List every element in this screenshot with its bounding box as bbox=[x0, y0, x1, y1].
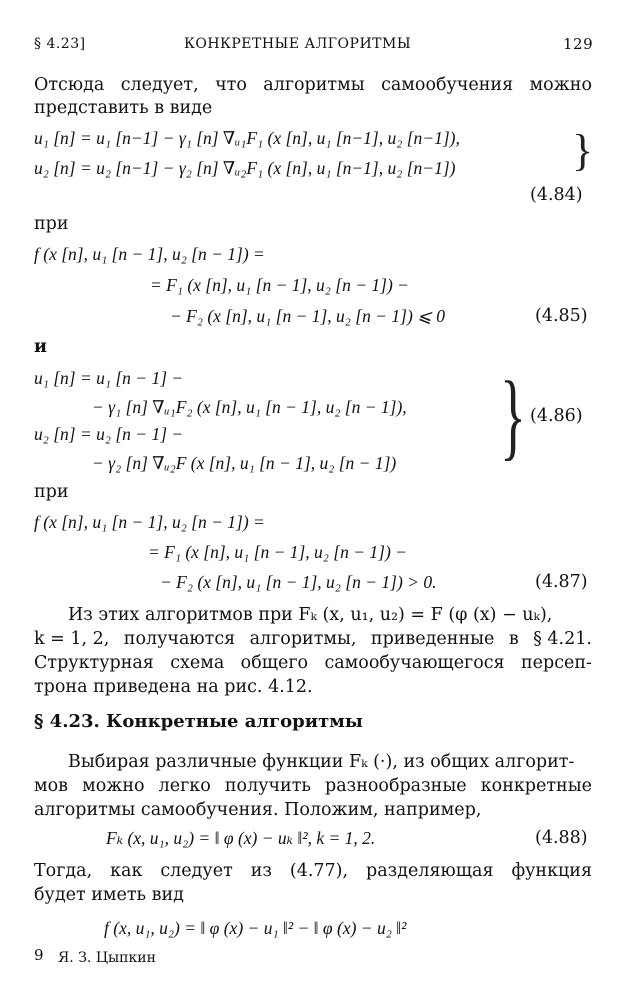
para1-line-3: Структурная схема общего самообучающегося персеп- bbox=[34, 653, 592, 673]
eq86-right-brace: } bbox=[500, 362, 526, 470]
intro-line-1: Отсюда следует, что алгоритмы самообучения можно bbox=[34, 75, 592, 95]
para1-line-1: Из этих алгоритмов при Fₖ (x, u₁, u₂) = F (φ (x) − uₖ), bbox=[68, 605, 553, 625]
eq85-line-3: − F₂ (x [n], u₁ [n − 1], u₂ [n − 1]) ⩽ 0 bbox=[170, 306, 445, 326]
final-formula: f (x, u₁, u₂) = ‖ φ (x) − u₁ ‖² − ‖ φ (x) − u₂ ‖² bbox=[104, 918, 407, 938]
eq87-line-1: f (x [n], u₁ [n − 1], u₂ [n − 1]) = bbox=[34, 512, 265, 532]
eq84-number: (4.84) bbox=[530, 185, 583, 205]
word-and: и bbox=[34, 337, 47, 357]
eq87-line-3: − F₂ (x [n], u₁ [n − 1], u₂ [n − 1]) > 0. bbox=[160, 572, 437, 592]
intro-line-2: представить в виде bbox=[34, 98, 213, 118]
eq87-line-2: = F₁ (x [n], u₁ [n − 1], u₂ [n − 1]) − bbox=[148, 542, 407, 562]
eq84-right-brace: } bbox=[572, 126, 594, 175]
eq85-line-1: f (x [n], u₁ [n − 1], u₂ [n − 1]) = bbox=[34, 244, 265, 264]
para1-line-4: трона приведена на рис. 4.12. bbox=[34, 677, 313, 697]
eq85-line-2: = F₁ (x [n], u₁ [n − 1], u₂ [n − 1]) − bbox=[150, 275, 409, 295]
eq87-number: (4.87) bbox=[535, 572, 588, 592]
eq88-formula: Fₖ (x, u₁, u₂) = ‖ φ (x) − uₖ ‖², k = 1, 2. bbox=[106, 828, 376, 848]
eq88-number: (4.88) bbox=[535, 828, 588, 848]
eq85-number: (4.85) bbox=[535, 306, 588, 326]
word-pri-1: при bbox=[34, 214, 69, 234]
eq86-line-4: − γ₂ [n] ∇ᵤ₂F (x [n], u₁ [n − 1], u₂ [n − 1]) bbox=[92, 453, 397, 473]
para3-line-2: будет иметь вид bbox=[34, 885, 184, 905]
word-pri-2: при bbox=[34, 482, 69, 502]
footer-author: Я. З. Цыпкин bbox=[58, 950, 156, 966]
section-heading: § 4.23. Конкретные алгоритмы bbox=[34, 711, 363, 732]
para2-line-3: алгоритмы самообучения. Положим, например, bbox=[34, 800, 482, 820]
eq86-line-1: u₁ [n] = u₁ [n − 1] − bbox=[34, 368, 184, 388]
para2-line-1: Выбирая различные функции Fₖ (·), из общих алгорит- bbox=[68, 752, 575, 772]
footer-signature-number: 9 bbox=[34, 946, 44, 964]
header-page-number: 129 bbox=[563, 35, 594, 53]
para2-line-2: мов можно легко получить разнообразные конкретные bbox=[34, 776, 592, 796]
eq84-line-1: u₁ [n] = u₁ [n−1] − γ₁ [n] ∇ᵤ₁F₁ (x [n], u₁ [n−1], u₂ [n−1]), bbox=[34, 128, 460, 148]
eq86-line-3: u₂ [n] = u₂ [n − 1] − bbox=[34, 424, 184, 444]
eq86-line-2: − γ₁ [n] ∇ᵤ₁F₂ (x [n], u₁ [n − 1], u₂ [n − 1]), bbox=[92, 397, 407, 417]
eq86-number: (4.86) bbox=[530, 406, 583, 426]
para1-line-2: k = 1, 2, получаются алгоритмы, приведенные в § 4.21. bbox=[34, 629, 592, 649]
eq84-line-2: u₂ [n] = u₂ [n−1] − γ₂ [n] ∇ᵤ₂F₁ (x [n], u₁ [n−1], u₂ [n−1]) bbox=[34, 158, 456, 178]
para3-line-1: Тогда, как следует из (4.77), разделяющая функция bbox=[34, 861, 592, 881]
header-section-ref: § 4.23] bbox=[34, 36, 86, 52]
header-title: КОНКРЕТНЫЕ АЛГОРИТМЫ bbox=[184, 36, 412, 52]
